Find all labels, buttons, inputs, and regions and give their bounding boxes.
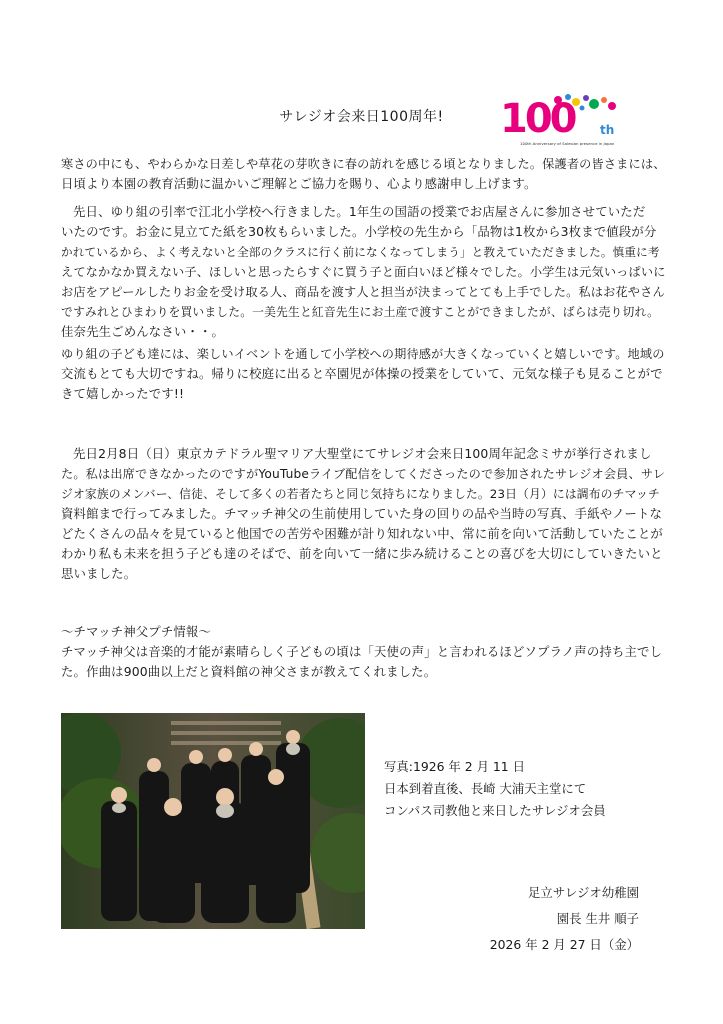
- logo-dot: [589, 99, 599, 109]
- school-visit-paragraph: [61, 202, 667, 342]
- mass-line: 思いました。: [61, 566, 137, 581]
- cimatti-info-line: ～チマッチ神父プチ情報～: [61, 624, 211, 639]
- greeting-line: 日頃より本園の教育活動に温かいご理解とご協力を賜り、心より感謝申し上げます。: [61, 176, 537, 191]
- school-visit-line: お店をアピールしたりお金を受け取る人、商品を渡す人と担当が決まってとても上手でした。私はお花やさん: [61, 285, 665, 299]
- yuri-class-paragraph: [61, 344, 667, 404]
- yuri-class-line: 交流もとても大切ですね。帰りに校庭に出ると卒園児が体操の授業をしていて、元気な様子も見ることがで: [61, 366, 663, 381]
- cimatti-info-paragraph: [61, 622, 667, 682]
- logo-dot: [583, 95, 589, 101]
- school-visit-line: 佳奈先生ごめんなさい・・。: [61, 324, 225, 339]
- photo-caption: [384, 756, 684, 822]
- school-visit-line: いたのです。お金に見立てた紙を30枚もらいました。小学校の先生から「品物は1枚から3枚まで値段が分: [61, 224, 657, 239]
- yuri-class-line: きて嬉しかったです!!: [61, 386, 185, 401]
- mass-line: どたくさんの品々を見ていると他国での苦労や困難が計り知れない中、常に前を向いて活動していたことが: [61, 526, 663, 541]
- mass-line: わかり私も未来を担う子ども達のそばで、前を向いて一緒に歩み続けることの喜びを大切にしていきたいと: [61, 546, 663, 561]
- anniversary-logo: [496, 92, 624, 148]
- school-visit-line: ですみれとひまわりを買いました。一美先生と紅音先生にお土産で渡すことができましたが、ばらは売り切れ。: [61, 305, 660, 319]
- principal-name: 園長 生井 順子: [556, 911, 639, 926]
- logo-main-text: 100: [500, 96, 575, 142]
- historical-group-photo: [61, 713, 365, 929]
- school-visit-line: かれているから、よく考えないと全部のクラスに行く前になくなってしまう」と教えていただきました。慎重に考: [61, 245, 660, 259]
- yuri-class-line: ゆり組の子ども達には、楽しいイベントを通して小学校への期待感が大きくなっていくと嬉しいです。地域の: [61, 347, 665, 361]
- logo-tagline: 100th Anniversary of Salesian presence in Japan: [520, 141, 615, 146]
- letter-date: 2026 年 2 月 27 日（金）: [489, 937, 639, 952]
- kindergarten-name: 足立サレジオ幼稚園: [528, 885, 639, 900]
- caption-line: 写真:1926 年 2 月 11 日: [384, 759, 526, 774]
- school-visit-line: えてなかなか買えない子、ほしいと思ったらすぐに買う子と面白いほど様々でした。小学生は元気いっぱいに: [61, 265, 666, 279]
- greeting-line: 寒さの中にも、やわらかな日差しや草花の芽吹きに春の訪れを感じる頃となりました。保護者の皆さまには、: [61, 157, 666, 171]
- caption-line: 日本到着直後、長崎 大浦天主堂にて: [384, 781, 587, 796]
- logo-suffix-text: th: [600, 123, 615, 137]
- mass-line: 資料館まで行ってみました。チマッチ神父の生前使用していた身の回りの品や当時の写真、手紙やノートな: [61, 506, 663, 521]
- greeting-paragraph: [61, 154, 667, 194]
- logo-dot: [580, 106, 585, 111]
- logo-dot: [608, 102, 616, 110]
- mass-line: ジオ家族のメンバー、信徒、そして多くの若者たちと同じ気持ちになりました。23日（月）には調布のチマッチ: [61, 487, 660, 501]
- school-visit-line: 先日、ゆり組の引率で江北小学校へ行きました。1年生の国語の授業でお店屋さんに参加させていただ: [73, 204, 646, 219]
- cimatti-info-line: た。作曲は900曲以上だと資料館の神父さまが教えてくれました。: [61, 664, 437, 679]
- mass-line: た。私は出席できなかったのですがYouTubeライブ配信をしてくださったので参加されたサレジオ会員、サレ: [61, 467, 666, 481]
- caption-line: コンパス司教他と来日したサレジオ会員: [384, 803, 606, 818]
- signature-block: [490, 880, 639, 958]
- page-title: サレジオ会来日100周年!: [279, 109, 444, 125]
- logo-dot: [601, 97, 607, 103]
- mass-line: 先日2月8日（日）東京カテドラル聖マリア大聖堂にてサレジオ会来日100周年記念ミサが挙行されまし: [73, 446, 652, 461]
- cimatti-info-line: チマッチ神父は音楽的才能が素晴らしく子どもの頃は「天使の声」と言われるほどソプラノ声の持ち主でし: [61, 644, 663, 659]
- mass-paragraph: [61, 444, 667, 584]
